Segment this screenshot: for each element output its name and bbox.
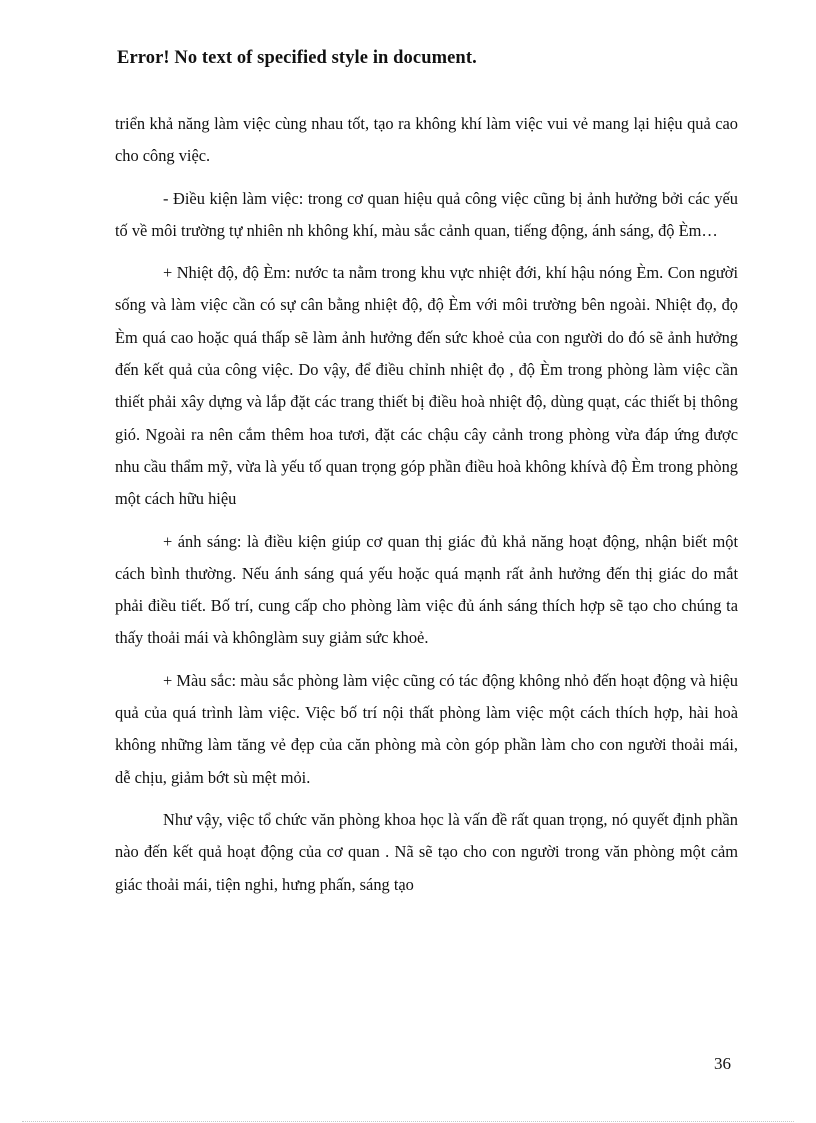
paragraph-lighting: + ánh sáng: là điều kiện giúp cơ quan thị giác đủ khả năng hoạt động, nhận biết một cách bình thường. Nếu ánh sáng quá yếu hoặc quá mạnh rất ảnh hưởng đến thị giác do mắt phải điều tiết. Bố trí, cung cấp cho phòng làm việc đủ ánh sáng thích hợp sẽ tạo cho chúng ta thấy thoải mái và khônglàm suy giảm sức khoẻ. — [115, 531, 738, 648]
paragraph-continuation: triển khả năng làm việc cùng nhau tốt, tạo ra không khí làm việc vui vẻ mang lại hiệu quả cao cho công việc. — [115, 114, 738, 166]
body-text — [115, 108, 738, 901]
running-header: Error! No text of specified style in document. — [117, 48, 477, 68]
page-number: 36 — [714, 1054, 731, 1073]
paragraph-color: + Màu sắc: màu sắc phòng làm việc cũng có tác động không nhỏ đến hoạt động và hiệu quả của quá trình làm việc. Việc bố trí nội thất phòng làm việc một cách thích hợp, hài hoà không những làm tăng vẻ đẹp của căn phòng mà còn góp phần làm cho con người thoải mái, dễ chịu, giảm bớt sù mệt mỏi. — [115, 670, 738, 787]
paragraph-conclusion: Như vậy, việc tổ chức văn phòng khoa học là vấn đề rất quan trọng, nó quyết định phần nào đến kết quả hoạt động của cơ quan . Nã sẽ tạo cho con người trong văn phòng một cảm giác thoải mái, tiện nghi, hưng phấn, sáng tạo — [115, 809, 738, 894]
paragraph-temperature-humidity: + Nhiệt độ, độ Èm: nước ta nằm trong khu vực nhiệt đới, khí hậu nóng Èm. Con người sống và làm việc cần có sự cân bằng nhiệt độ, độ Èm với môi trường bên ngoài. Nhiệt đọ, đọ Èm quá cao hoặc quá thấp sẽ làm ảnh hưởng đến sức khoẻ của con người do đó sẽ ảnh hưởng đến kết quả của công việc. Do vậy, để điều chỉnh nhiệt đọ , độ Èm trong phòng làm việc cần thiết phải xây dựng và lắp đặt các trang thiết bị điều hoà nhiệt độ, dùng quạt, các thiết bị thông gió. Ngoài ra nên cắm thêm hoa tươi, đặt các chậu cây cảnh trong phòng vừa đáp ứng được nhu cầu thẩm mỹ, vừa là yếu tố quan trọng góp phần điều hoà không khívà độ Èm trong phòng một cách hữu hiệu — [115, 263, 738, 509]
page-bottom-divider — [22, 1121, 794, 1122]
paragraph-working-conditions: - Điều kiện làm việc: trong cơ quan hiệu quả công việc cũng bị ảnh hưởng bởi các yếu tố về môi trường tự nhiên nh không khí, màu sắc cảnh quan, tiếng động, ánh sáng, độ Èm… — [115, 188, 738, 240]
